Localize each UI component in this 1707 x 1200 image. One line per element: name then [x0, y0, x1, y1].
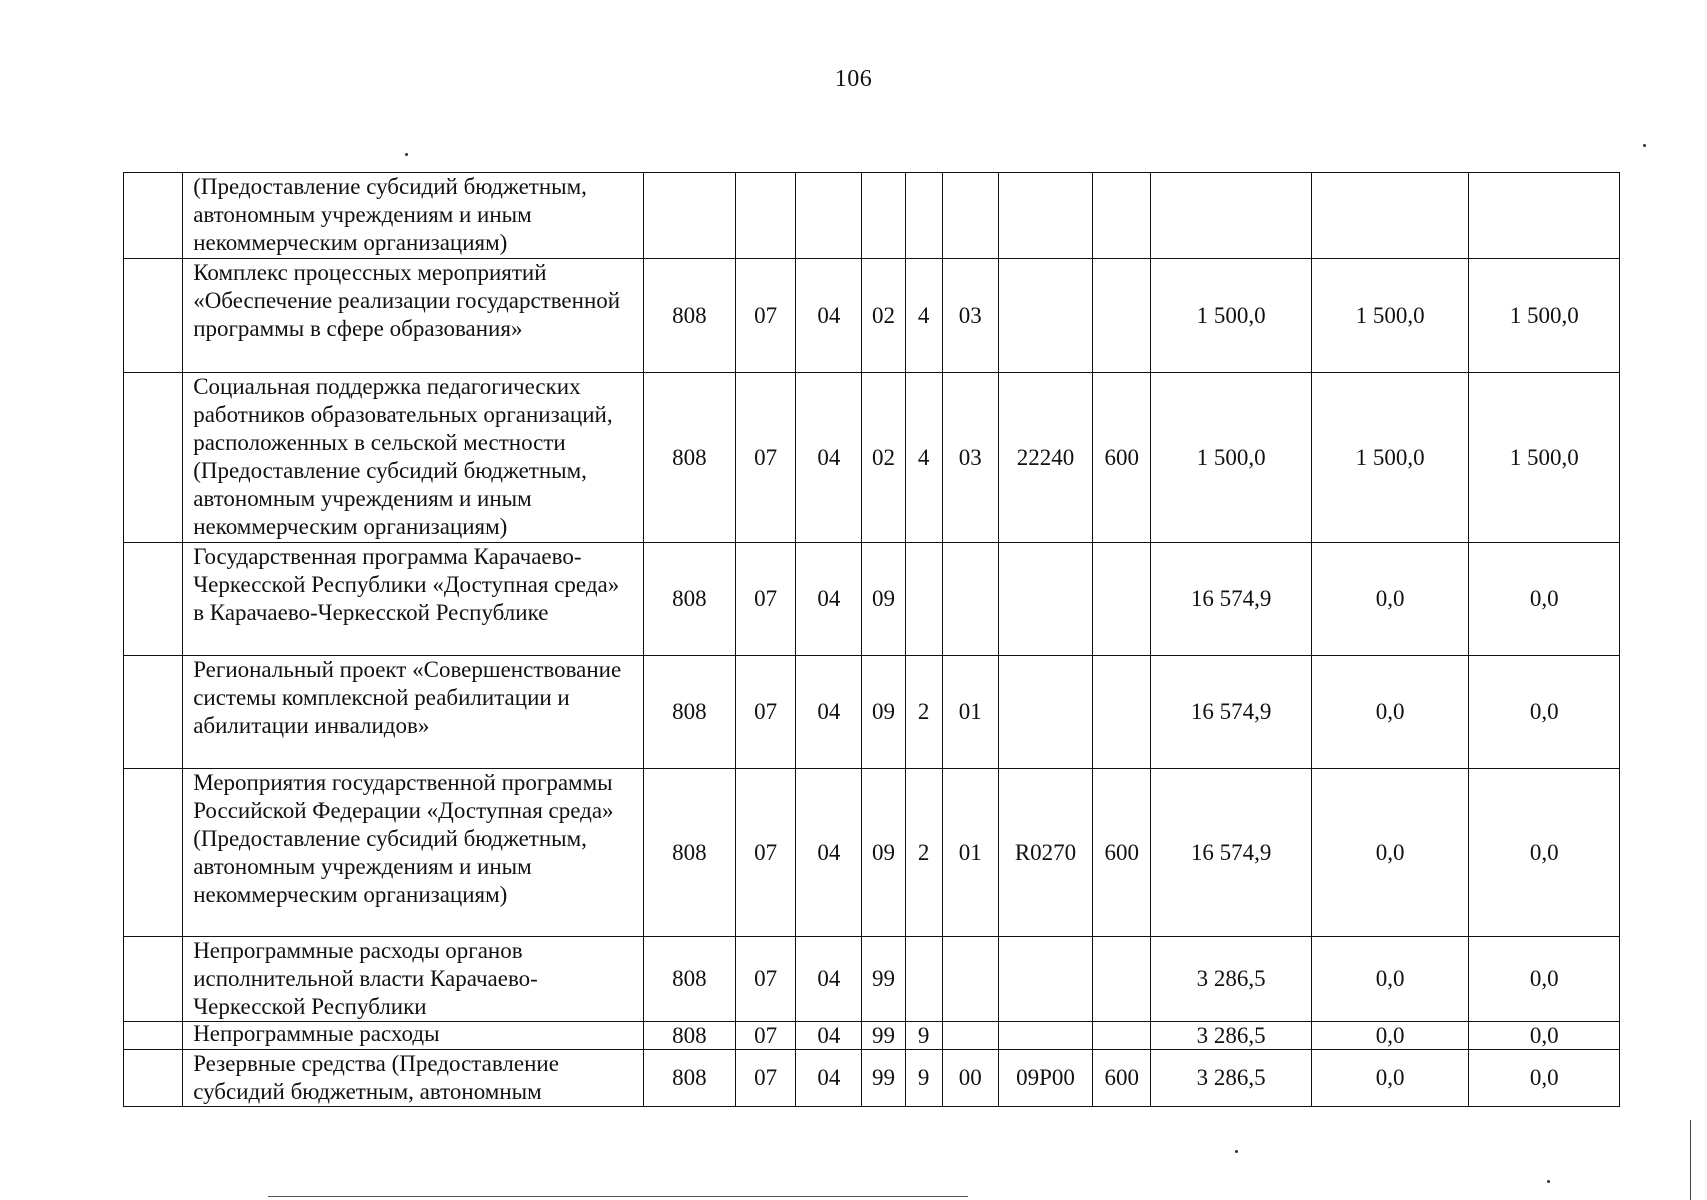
table-row — [124, 769, 1620, 937]
table-row — [124, 259, 1620, 373]
cell-section: 07 — [736, 373, 796, 543]
cell-program: 99 — [862, 1050, 905, 1107]
cell-amount-year-2: 1 500,0 — [1311, 373, 1469, 543]
cell-item-name: Региональный проект «Совершенствование системы комплексной реабилитации и абилитации инвалидов» — [183, 656, 644, 769]
cell-amount-year-3: 1 500,0 — [1469, 373, 1620, 543]
cell-item-name: Комплекс процессных мероприятий «Обеспечение реализации государственной программы в сфере образования» — [183, 259, 644, 373]
table-row — [124, 1022, 1620, 1050]
cell-expense-type: 600 — [1093, 769, 1151, 937]
cell-subsection: 04 — [796, 937, 862, 1022]
cell-amount-year-2: 0,0 — [1311, 543, 1469, 656]
cell-subprogram — [905, 543, 942, 656]
scan-speck — [1235, 1150, 1238, 1153]
cell-item-name: (Предоставление субсидий бюджетным, автономным учреждениям и иным некоммерческим организациям) — [183, 173, 644, 259]
cell-activity: 03 — [942, 373, 998, 543]
cell-subsection: 04 — [796, 656, 862, 769]
cell-direction — [998, 937, 1092, 1022]
cell-activity — [942, 173, 998, 259]
cell-direction — [998, 1022, 1092, 1050]
cell-amount-year-1: 16 574,9 — [1151, 656, 1312, 769]
cell-row-number — [124, 1050, 183, 1107]
cell-grbs: 808 — [643, 769, 735, 937]
cell-expense-type: 600 — [1093, 1050, 1151, 1107]
cell-activity: 03 — [942, 259, 998, 373]
table-row — [124, 373, 1620, 543]
table-row — [124, 937, 1620, 1022]
cell-amount-year-3: 0,0 — [1469, 1050, 1620, 1107]
cell-activity: 01 — [942, 769, 998, 937]
cell-row-number — [124, 656, 183, 769]
cell-amount-year-2: 0,0 — [1311, 1050, 1469, 1107]
cell-amount-year-2: 0,0 — [1311, 1022, 1469, 1050]
cell-amount-year-3: 0,0 — [1469, 656, 1620, 769]
table-body — [124, 173, 1620, 1107]
footer-rule — [268, 1196, 968, 1197]
cell-activity — [942, 1022, 998, 1050]
page-number: 106 — [834, 66, 873, 92]
cell-section: 07 — [736, 656, 796, 769]
cell-expense-type — [1093, 173, 1151, 259]
cell-subprogram: 4 — [905, 373, 942, 543]
cell-amount-year-3: 0,0 — [1469, 937, 1620, 1022]
cell-amount-year-2: 0,0 — [1311, 937, 1469, 1022]
cell-program: 99 — [862, 1022, 905, 1050]
cell-row-number — [124, 259, 183, 373]
cell-program: 99 — [862, 937, 905, 1022]
scan-speck — [1547, 1180, 1550, 1183]
cell-subprogram — [905, 173, 942, 259]
cell-program: 09 — [862, 769, 905, 937]
table-row — [124, 656, 1620, 769]
cell-expense-type — [1093, 937, 1151, 1022]
cell-section: 07 — [736, 1022, 796, 1050]
cell-section: 07 — [736, 259, 796, 373]
cell-row-number — [124, 769, 183, 937]
cell-direction — [998, 259, 1092, 373]
cell-item-name: Непрограммные расходы — [183, 1022, 644, 1050]
cell-subsection: 04 — [796, 769, 862, 937]
cell-amount-year-1: 3 286,5 — [1151, 1050, 1312, 1107]
cell-grbs: 808 — [643, 259, 735, 373]
cell-expense-type: 600 — [1093, 373, 1151, 543]
cell-amount-year-1: 1 500,0 — [1151, 373, 1312, 543]
cell-row-number — [124, 173, 183, 259]
cell-section: 07 — [736, 543, 796, 656]
cell-item-name: Непрограммные расходы органов исполнительной власти Карачаево-Черкесской Республики — [183, 937, 644, 1022]
cell-subprogram — [905, 937, 942, 1022]
cell-amount-year-1: 16 574,9 — [1151, 769, 1312, 937]
table-row — [124, 173, 1620, 259]
cell-section: 07 — [736, 769, 796, 937]
scan-speck — [1643, 144, 1646, 147]
cell-section — [736, 173, 796, 259]
cell-amount-year-3 — [1469, 173, 1620, 259]
table-row — [124, 1050, 1620, 1107]
cell-program — [862, 173, 905, 259]
cell-row-number — [124, 543, 183, 656]
margin-rule — [1690, 1120, 1691, 1200]
cell-subsection: 04 — [796, 373, 862, 543]
cell-direction — [998, 173, 1092, 259]
cell-amount-year-2: 0,0 — [1311, 769, 1469, 937]
cell-grbs: 808 — [643, 1050, 735, 1107]
cell-amount-year-1 — [1151, 173, 1312, 259]
table-row — [124, 543, 1620, 656]
cell-section: 07 — [736, 937, 796, 1022]
cell-subprogram: 9 — [905, 1022, 942, 1050]
cell-amount-year-2 — [1311, 173, 1469, 259]
cell-subsection — [796, 173, 862, 259]
cell-grbs: 808 — [643, 656, 735, 769]
cell-amount-year-2: 1 500,0 — [1311, 259, 1469, 373]
cell-amount-year-3: 0,0 — [1469, 769, 1620, 937]
cell-section: 07 — [736, 1050, 796, 1107]
cell-amount-year-3: 0,0 — [1469, 543, 1620, 656]
cell-row-number — [124, 937, 183, 1022]
cell-activity — [942, 937, 998, 1022]
cell-subprogram: 9 — [905, 1050, 942, 1107]
cell-direction — [998, 656, 1092, 769]
cell-grbs: 808 — [643, 373, 735, 543]
cell-grbs: 808 — [643, 543, 735, 656]
cell-amount-year-1: 3 286,5 — [1151, 1022, 1312, 1050]
cell-direction: R0270 — [998, 769, 1092, 937]
cell-program: 09 — [862, 656, 905, 769]
cell-activity: 01 — [942, 656, 998, 769]
cell-subsection: 04 — [796, 543, 862, 656]
cell-subprogram: 2 — [905, 656, 942, 769]
cell-direction: 09Р00 — [998, 1050, 1092, 1107]
cell-expense-type — [1093, 656, 1151, 769]
cell-item-name: Государственная программа Карачаево-Черкесской Республики «Доступная среда» в Карачаево-Черкесской Республике — [183, 543, 644, 656]
cell-activity: 00 — [942, 1050, 998, 1107]
cell-row-number — [124, 1022, 183, 1050]
cell-amount-year-3: 0,0 — [1469, 1022, 1620, 1050]
cell-subsection: 04 — [796, 1022, 862, 1050]
cell-program: 02 — [862, 373, 905, 543]
cell-amount-year-1: 3 286,5 — [1151, 937, 1312, 1022]
cell-item-name: Резервные средства (Предоставление субсидий бюджетным, автономным — [183, 1050, 644, 1107]
cell-amount-year-2: 0,0 — [1311, 656, 1469, 769]
scan-speck — [405, 153, 408, 156]
cell-grbs: 808 — [643, 937, 735, 1022]
cell-grbs: 808 — [643, 1022, 735, 1050]
cell-subprogram: 4 — [905, 259, 942, 373]
budget-table — [123, 172, 1620, 1107]
cell-program: 02 — [862, 259, 905, 373]
cell-grbs — [643, 173, 735, 259]
cell-subsection: 04 — [796, 259, 862, 373]
cell-item-name: Социальная поддержка педагогических работников образовательных организаций, расположенных в сельской местности (Предоставление субсидий бюджетным, автономным учреждениям и иным некоммерческим организациям) — [183, 373, 644, 543]
cell-program: 09 — [862, 543, 905, 656]
cell-item-name: Мероприятия государственной программы Российской Федерации «Доступная среда» (Предоставление субсидий бюджетным, автономным учреждениям и иным некоммерческим организациям) — [183, 769, 644, 937]
cell-amount-year-1: 1 500,0 — [1151, 259, 1312, 373]
cell-subprogram: 2 — [905, 769, 942, 937]
cell-expense-type — [1093, 1022, 1151, 1050]
cell-direction: 22240 — [998, 373, 1092, 543]
cell-amount-year-1: 16 574,9 — [1151, 543, 1312, 656]
cell-amount-year-3: 1 500,0 — [1469, 259, 1620, 373]
cell-subsection: 04 — [796, 1050, 862, 1107]
cell-row-number — [124, 373, 183, 543]
cell-expense-type — [1093, 543, 1151, 656]
cell-activity — [942, 543, 998, 656]
cell-direction — [998, 543, 1092, 656]
cell-expense-type — [1093, 259, 1151, 373]
